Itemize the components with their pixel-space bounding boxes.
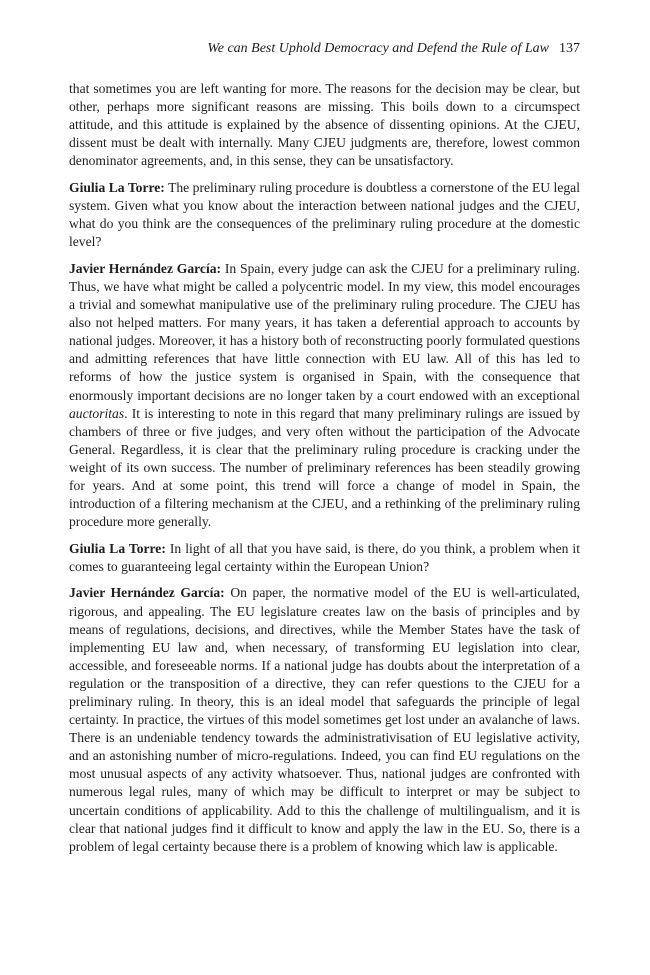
speaker-name: Javier Hernández García: bbox=[69, 585, 225, 601]
speaker-name: Giulia La Torre: bbox=[69, 540, 166, 556]
running-head bbox=[207, 40, 580, 58]
paragraph-text: On paper, the normative model of the EU is well-articulated, rigorous, and appealing. The EU legislature creates law on the basis of principles and by means of regulations, decisions, and directives, while the Member States have the task of implementing EU law and, when necessary, of transforming EU legislation into clear, accessible, and foreseeable norms. If a national judge has doubts about the interpretation of a regulation or the transposition of a directive, they can refer questions to the CJEU for a preliminary ruling. In theory, this is an ideal model that safeguards the principle of legal certainty. In practice, the virtues of this model sometimes get lost under an avalanche of laws. There is an undeniable tendency towards the administrativisation of EU legislative activity, and an astonishing number of micro-regulations. Indeed, you can find EU regulations on the most unusual aspects of any activity whatsoever. Thus, national judges are confronted with numerous legal rules, many of which may be difficult to interpret or may be subject to uncertain conditions of applicability. Add to this the challenge of multilingualism, and it is clear that national judges find it difficult to know and apply the law in the EU. So, there is a problem of legal certainty because there is a problem of knowing which law is applicable. bbox=[69, 585, 581, 854]
speaker-name: Javier Hernández García: bbox=[69, 260, 222, 276]
speaker-name: Giulia La Torre: bbox=[69, 179, 165, 195]
page-number: 137 bbox=[559, 41, 580, 56]
interview-question bbox=[69, 540, 580, 576]
running-head-title: We can Best Uphold Democracy and Defend the Rule of Law bbox=[207, 41, 549, 56]
interview-answer bbox=[69, 260, 580, 531]
paragraph-text: In Spain, every judge can ask the CJEU for a preliminary ruling. Thus, we have what might be called a polycentric model. In my view, this model encourages a trivial and somewhat manipulative use of the preliminary ruling procedure. The CJEU has also not helped matters. For many years, it has taken a deferential approach to accounts by national judges. Moreover, it has a history both of reconstructing poorly formulated questions and admitting references that have little connection with EU law. All of this has led to reforms of how the justice system is organised in Spain, with the consequence that enormously important decisions are no longer taken by a court endowed with an exceptional bbox=[69, 260, 581, 403]
interview-question bbox=[69, 179, 580, 251]
body-text bbox=[69, 80, 580, 864]
paragraph-text: In light of all that you have said, is there, do you think, a problem when it comes to guaranteeing legal certainty within the European Union? bbox=[69, 540, 580, 574]
paragraph-text-continued: . It is interesting to note in this regard that many preliminary rulings are issued by chambers of three or five judges, and very often without the participation of the Advocate General. Regardless, it is clear that the preliminary ruling procedure is cracking under the weight of its own success. The number of preliminary references has been steadily growing for years. And at some point, this trend will force a change of model in Spain, the introduction of a filtering mechanism at the CJEU, and a rethinking of the preliminary ruling procedure more generally. bbox=[69, 405, 580, 530]
italic-term: auctoritas bbox=[69, 405, 125, 421]
paragraph-text: that sometimes you are left wanting for more. The reasons for the decision may be clear, but other, perhaps more significant reasons are missing. This boils down to a circumspect attitude, and this attitude is explained by the absence of dissenting opinions. At the CJEU, dissent must be dealt with internally. Many CJEU judgments are, therefore, lowest common denominator agreements, and, in this sense, they can be unsatisfactory. bbox=[69, 81, 580, 169]
paragraph-continuation bbox=[69, 80, 580, 170]
interview-answer bbox=[69, 584, 580, 855]
paragraph-text: The preliminary ruling procedure is doubtless a cornerstone of the EU legal system. Given what you know about the interaction between national judges and the CJEU, what do you think are the consequences of the preliminary ruling procedure at the domestic level? bbox=[69, 179, 580, 250]
